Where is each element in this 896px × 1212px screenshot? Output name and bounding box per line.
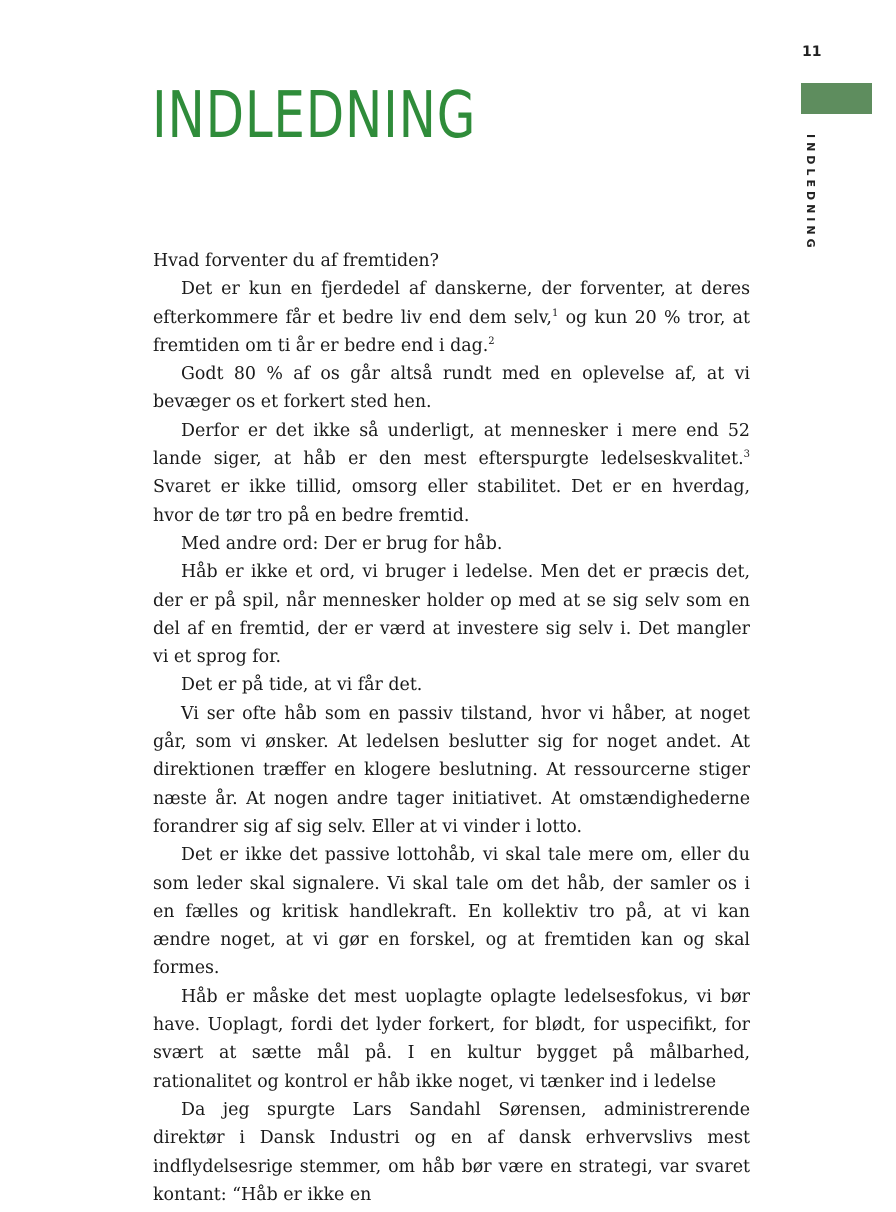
paragraph: Da jeg spurgte Lars Sandahl Sørensen, administrerende direktør i Dansk Industri og en af dansk erhvervslivs mest indflydelsesrige stemmer, om håb bør være en strategi, var svaret kontant: “Håb er ikke en	[153, 1099, 750, 1205]
paragraph	[153, 417, 750, 530]
text-run: og kun 20 % tror, at fremtiden om ti år er bedre end i dag.	[153, 307, 750, 356]
body-text	[153, 247, 750, 1209]
running-head: INDLEDNING	[804, 134, 817, 252]
footnote-ref[interactable]: 1	[551, 307, 559, 319]
paragraph: Det er ikke det passive lottohåb, vi skal tale mere om, eller du som leder skal signalere. Vi skal tale om det håb, der samler os i en fælles og kritisk handlekraft. En kollektiv tro på, at vi kan ændre noget, at vi gør en forskel, og at fremtiden kan og skal formes.	[153, 845, 750, 979]
paragraph	[153, 275, 750, 360]
paragraph: Det er på tide, at vi får det.	[181, 675, 423, 696]
page-number: 11	[802, 44, 822, 60]
paragraph: Håb er måske det mest uoplagte oplagte ledelsesfokus, vi bør have. Uoplagt, fordi det lyder forkert, for blødt, for uspecifikt, for svært at sætte mål på. I en kultur bygget på målbarhed, rationalitet og kontrol er håb ikke noget, vi tænker ind i ledelse	[153, 986, 750, 1092]
footnote-ref[interactable]: 2	[488, 336, 495, 348]
paragraph: Håb er ikke et ord, vi bruger i ledelse. Men det er præcis det, der er på spil, når mennesker holder op med at se sig selv som en del af en fremtid, der er værd at investere sig selv i. Det mangler vi et sprog for.	[153, 562, 750, 668]
chapter-tab-marker	[801, 83, 872, 114]
paragraph: Hvad forventer du af fremtiden?	[153, 251, 439, 271]
paragraph: Godt 80 % af os går altså rundt med en oplevelse af, at vi bevæger os et forkert sted hen.	[153, 364, 750, 413]
text-run: Derfor er det ikke så underligt, at mennesker i mere end 52 lande siger, at håb er den mest efterspurgte ledelseskvalitet.	[153, 420, 750, 470]
paragraph: Vi ser ofte håb som en passiv tilstand, hvor vi håber, at noget går, som vi ønsker. At ledelsen beslutter sig for noget andet. At direktionen træffer en klogere beslutning. At ressourcerne stiger næste år. At nogen andre tager initiativet. At omstændighederne forandrer sig af sig selv. Eller at vi vinder i lotto.	[153, 703, 750, 837]
paragraph: Med andre ord: Der er brug for håb.	[181, 533, 503, 554]
chapter-title: INDLEDNING	[152, 79, 477, 153]
text-run: Det er kun en fjerdedel af danskerne, der forventer, at deres efterkommere får et bedre liv end dem selv,	[153, 279, 750, 328]
text-run: Svaret er ikke tillid, omsorg eller stabilitet. Det er en hverdag, hvor de tør tro på en bedre fremtid.	[153, 477, 750, 526]
footnote-ref[interactable]: 3	[743, 449, 750, 461]
